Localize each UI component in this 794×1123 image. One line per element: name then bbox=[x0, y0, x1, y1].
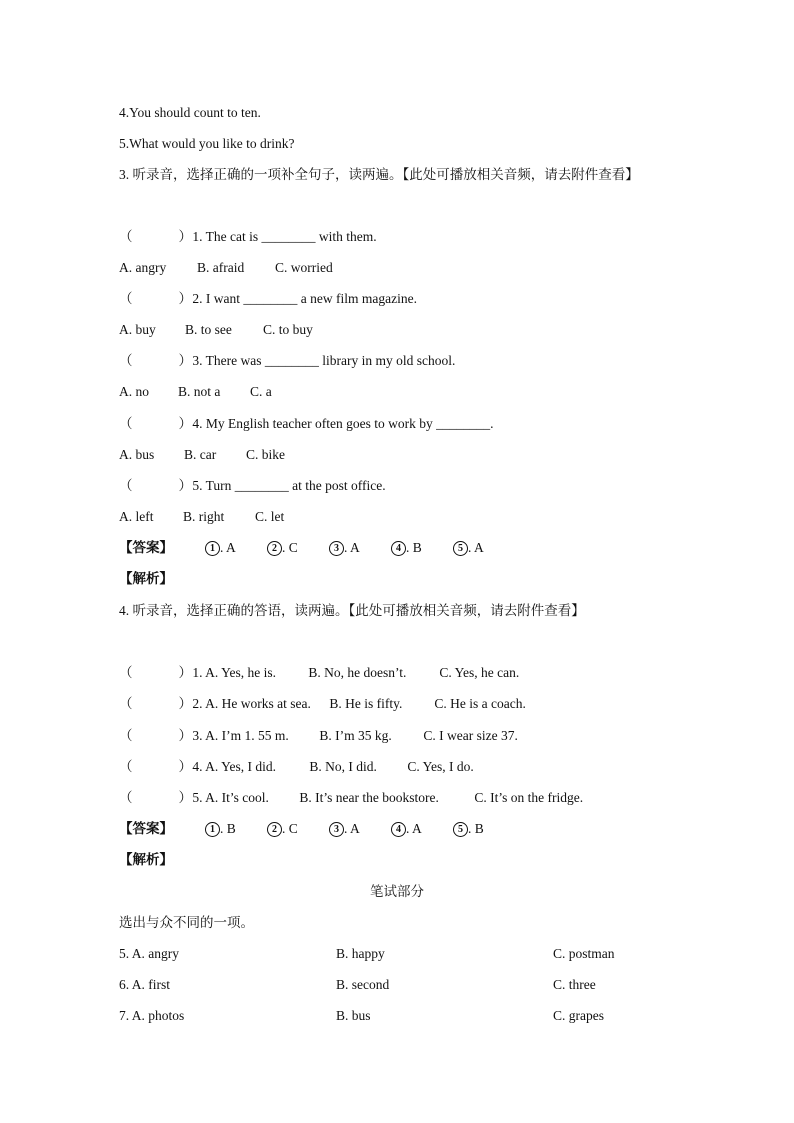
paren-close: ） bbox=[178, 353, 192, 368]
answer-label: 【答案】 bbox=[119, 540, 173, 555]
answer-number-circle: 4 bbox=[391, 822, 406, 837]
paren-open: （ bbox=[119, 229, 133, 244]
question-text: 3. There was ________ library in my old school. bbox=[192, 353, 456, 368]
written-instruction: 选出与众不同的一项。 bbox=[119, 915, 254, 930]
option: A. buy bbox=[119, 322, 156, 337]
option: B. not a bbox=[178, 384, 221, 399]
question-text: 5. Turn ________ at the post office. bbox=[192, 478, 386, 493]
question-row bbox=[119, 664, 519, 682]
option: A. left bbox=[119, 509, 154, 524]
question-row bbox=[119, 415, 493, 433]
answer-item bbox=[329, 539, 391, 557]
text-line: 5.What would you like to drink? bbox=[119, 136, 295, 151]
option: B. No, he doesn’t. bbox=[308, 665, 407, 680]
answer-number-circle: 1 bbox=[205, 541, 220, 556]
option: A. no bbox=[119, 384, 149, 399]
option: C. worried bbox=[275, 260, 333, 275]
paren-close: ） bbox=[178, 291, 192, 306]
answer-item bbox=[453, 539, 484, 557]
paren-open: （ bbox=[119, 665, 133, 680]
option: B. second bbox=[336, 977, 390, 992]
options-row bbox=[119, 446, 285, 464]
option: C. postman bbox=[553, 946, 615, 961]
question-row bbox=[119, 290, 417, 308]
option: 2. A. He works at sea. bbox=[192, 696, 311, 711]
answer-row bbox=[119, 820, 484, 838]
question-text: 1. The cat is ________ with them. bbox=[192, 229, 377, 244]
answer-value: . C bbox=[282, 540, 298, 555]
answer-item bbox=[205, 539, 267, 557]
paren-open: （ bbox=[119, 353, 133, 368]
option: C. let bbox=[255, 509, 285, 524]
question-row bbox=[119, 228, 377, 246]
text-line: 4.You should count to ten. bbox=[119, 105, 261, 120]
question-row bbox=[119, 695, 526, 713]
paren-open: （ bbox=[119, 696, 133, 711]
answer-value: . A bbox=[344, 540, 360, 555]
question-row bbox=[119, 727, 518, 745]
paren-open: （ bbox=[119, 790, 133, 805]
paren-open: （ bbox=[119, 416, 133, 431]
option: B. He is fifty. bbox=[329, 696, 403, 711]
paren-close: ） bbox=[178, 478, 192, 493]
answer-item bbox=[267, 539, 329, 557]
options-row bbox=[119, 259, 333, 277]
question-row bbox=[119, 758, 474, 776]
options-row bbox=[119, 321, 313, 339]
paren-open: （ bbox=[119, 759, 133, 774]
option: 1. A. Yes, he is. bbox=[192, 665, 277, 680]
answer-value: . A bbox=[344, 821, 360, 836]
option: C. to buy bbox=[263, 322, 313, 337]
option: C. a bbox=[250, 384, 272, 399]
paren-close: ） bbox=[178, 229, 192, 244]
option: C. bike bbox=[246, 447, 285, 462]
option: A. bus bbox=[119, 447, 155, 462]
paren-open: （ bbox=[119, 291, 133, 306]
paren-close: ） bbox=[178, 790, 192, 805]
answer-value: . B bbox=[468, 821, 484, 836]
analysis-label: 【解析】 bbox=[119, 571, 173, 586]
option: C. I wear size 37. bbox=[423, 728, 518, 743]
paren-close: ） bbox=[178, 759, 192, 774]
answer-number-circle: 3 bbox=[329, 541, 344, 556]
question-text: 4. My English teacher often goes to work by ________. bbox=[192, 416, 494, 431]
answer-number-circle: 2 bbox=[267, 822, 282, 837]
answer-item bbox=[329, 820, 391, 838]
option: C. It’s on the fridge. bbox=[474, 790, 584, 805]
question-row bbox=[119, 352, 455, 370]
option: B. car bbox=[184, 447, 217, 462]
option: 4. A. Yes, I did. bbox=[192, 759, 277, 774]
answer-item bbox=[453, 820, 484, 838]
option: B. No, I did. bbox=[309, 759, 377, 774]
option: B. happy bbox=[336, 946, 385, 961]
option: B. I’m 35 kg. bbox=[319, 728, 392, 743]
answer-value: . A bbox=[406, 821, 422, 836]
answer-item bbox=[391, 820, 453, 838]
answer-number-circle: 3 bbox=[329, 822, 344, 837]
answer-number-circle: 4 bbox=[391, 541, 406, 556]
paren-close: ） bbox=[178, 728, 192, 743]
answer-value: . C bbox=[282, 821, 298, 836]
option: C. three bbox=[553, 977, 596, 992]
option: B. bus bbox=[336, 1008, 371, 1023]
answer-number-circle: 2 bbox=[267, 541, 282, 556]
written-section-title: 笔试部分 bbox=[370, 884, 424, 899]
answer-number-circle: 5 bbox=[453, 822, 468, 837]
option: C. Yes, he can. bbox=[439, 665, 520, 680]
answer-value: . A bbox=[468, 540, 484, 555]
answer-value: . B bbox=[406, 540, 422, 555]
answer-number-circle: 1 bbox=[205, 822, 220, 837]
option: B. right bbox=[183, 509, 225, 524]
option: B. to see bbox=[185, 322, 232, 337]
question-text: 2. I want ________ a new film magazine. bbox=[192, 291, 417, 306]
option: A. angry bbox=[119, 260, 167, 275]
paren-open: （ bbox=[119, 478, 133, 493]
option: 5. A. angry bbox=[119, 946, 179, 961]
section-4-heading: 4. 听录音，选择正确的答语，读两遍。【此处可播放相关音频，请去附件查看】 bbox=[119, 603, 585, 618]
paren-open: （ bbox=[119, 728, 133, 743]
answer-value: . B bbox=[220, 821, 236, 836]
question-row bbox=[119, 477, 386, 495]
option: C. grapes bbox=[553, 1008, 604, 1023]
option: 5. A. It’s cool. bbox=[192, 790, 269, 805]
paren-close: ） bbox=[178, 416, 192, 431]
options-row bbox=[119, 508, 284, 526]
answer-value: . A bbox=[220, 540, 236, 555]
answer-item bbox=[391, 539, 453, 557]
section-3-heading: 3. 听录音，选择正确的一项补全句子，读两遍。【此处可播放相关音频，请去附件查看】 bbox=[119, 167, 639, 182]
option: 7. A. photos bbox=[119, 1008, 185, 1023]
option: C. He is a coach. bbox=[434, 696, 526, 711]
answer-item bbox=[267, 820, 329, 838]
analysis-label: 【解析】 bbox=[119, 852, 173, 867]
question-row bbox=[119, 789, 583, 807]
option: 6. A. first bbox=[119, 977, 171, 992]
option: C. Yes, I do. bbox=[407, 759, 474, 774]
paren-close: ） bbox=[178, 665, 192, 680]
option: B. afraid bbox=[197, 260, 245, 275]
option: B. It’s near the bookstore. bbox=[299, 790, 439, 805]
answer-row bbox=[119, 539, 484, 557]
answer-label: 【答案】 bbox=[119, 821, 173, 836]
answer-number-circle: 5 bbox=[453, 541, 468, 556]
answer-item bbox=[205, 820, 267, 838]
option: 3. A. I’m 1. 55 m. bbox=[192, 728, 289, 743]
options-row bbox=[119, 383, 272, 401]
paren-close: ） bbox=[178, 696, 192, 711]
